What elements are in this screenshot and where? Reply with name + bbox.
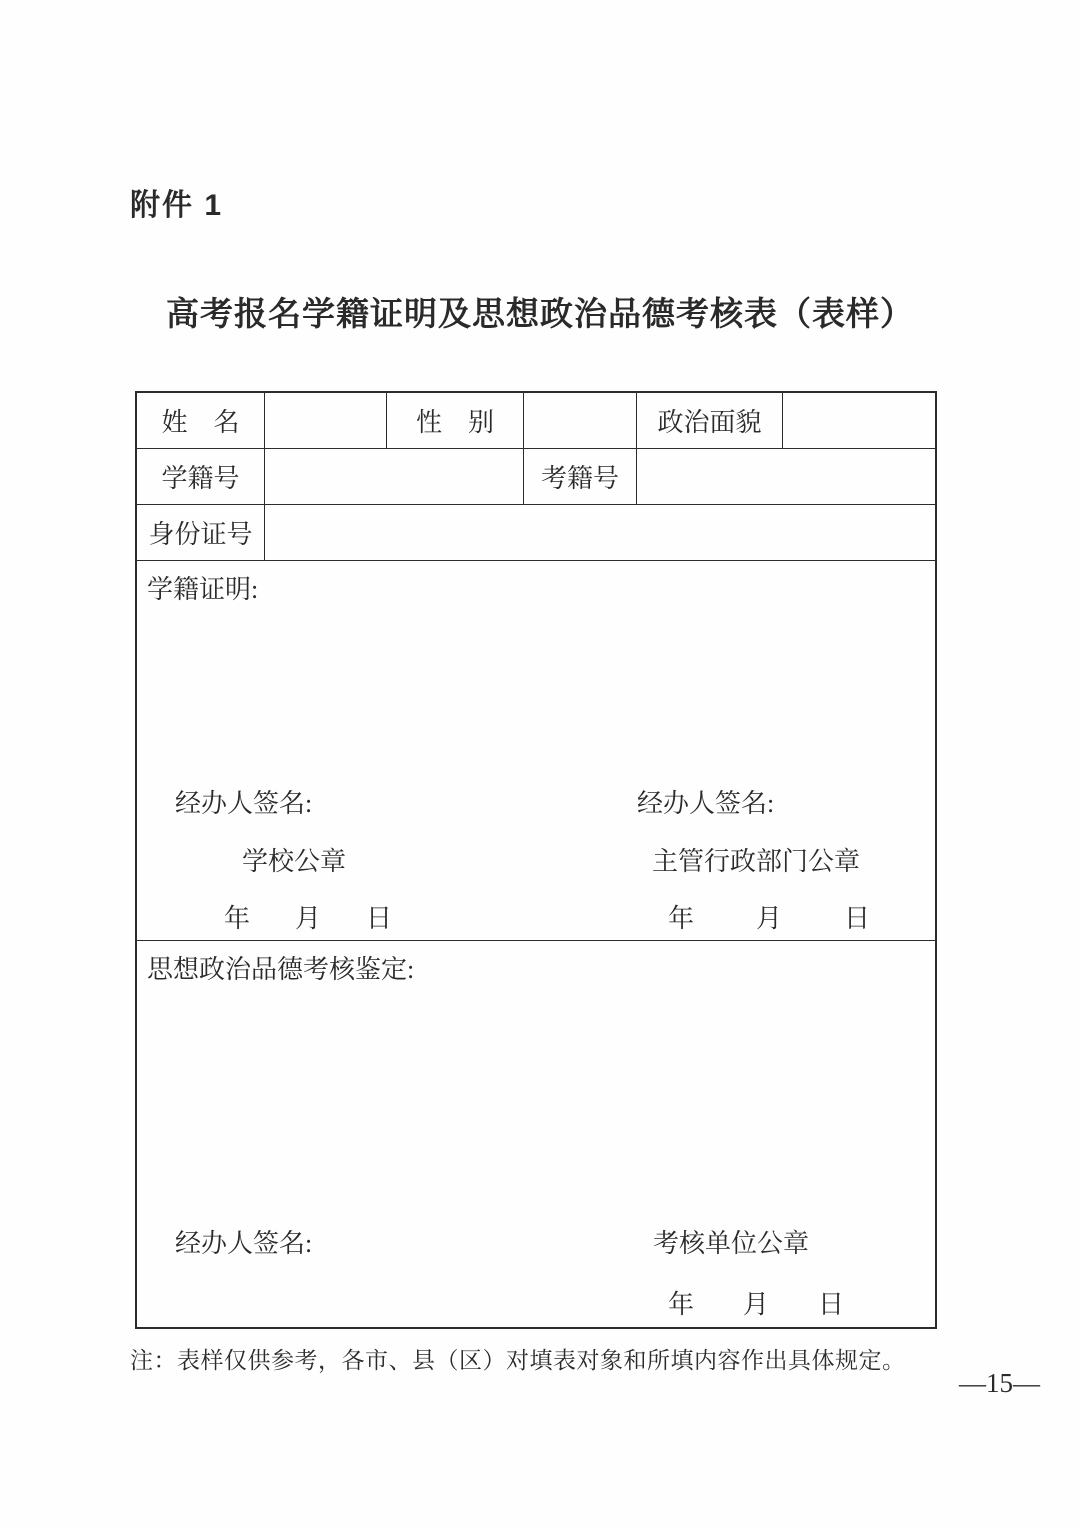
school-handler-signature-label: 经办人签名:: [175, 789, 313, 818]
student-registry-label-cell: 学籍号: [137, 449, 265, 504]
day-label: 日: [818, 1290, 845, 1319]
day-label: 日: [366, 904, 393, 933]
moral-assessment-section: [137, 941, 935, 1327]
table-row-id-card: [137, 505, 935, 561]
moral-section-title: 思想政治品德考核鉴定:: [147, 955, 415, 984]
table-row-registry-numbers: [137, 449, 935, 505]
assessment-handler-signature-label: 经办人签名:: [175, 1229, 313, 1258]
form-footnote: 注：表样仅供参考，各市、县（区）对填表对象和所填内容作出具体规定。: [130, 1348, 906, 1373]
gender-value-cell: [524, 393, 637, 448]
gender-label-cell: 性 别: [387, 393, 524, 448]
assessment-unit-seal-label: 考核单位公章: [653, 1229, 810, 1258]
assessment-date-line: [668, 1284, 844, 1321]
form-title: 高考报名学籍证明及思想政治品德考核表（表样）: [166, 297, 914, 333]
month-label: 月: [756, 904, 783, 933]
table-row-basic-info: [137, 393, 935, 449]
political-status-value-cell: [783, 393, 935, 448]
page-number: —15—: [959, 1368, 1040, 1398]
enrollment-certificate-section: [137, 561, 935, 941]
attachment-number-heading: 附件 1: [130, 189, 224, 222]
year-label: 年: [668, 904, 695, 933]
political-status-label-cell: 政治面貌: [637, 393, 783, 448]
exam-registry-value-cell: [637, 449, 935, 504]
department-seal-label: 主管行政部门公章: [652, 847, 861, 876]
exam-registry-label-cell: 考籍号: [524, 449, 637, 504]
year-label: 年: [668, 1290, 695, 1319]
name-label-cell: 姓 名: [137, 393, 265, 448]
school-seal-label: 学校公章: [242, 847, 347, 876]
month-label: 月: [295, 904, 322, 933]
department-date-line: [668, 898, 870, 935]
name-value-cell: [265, 393, 387, 448]
year-label: 年: [224, 904, 251, 933]
school-date-line: [224, 898, 392, 935]
department-handler-signature-label: 经办人签名:: [637, 789, 775, 818]
enrollment-section-title: 学籍证明:: [147, 575, 259, 604]
id-card-value-cell: [265, 505, 935, 560]
registration-form-table: [135, 391, 937, 1329]
month-label: 月: [743, 1290, 770, 1319]
id-card-label-cell: 身份证号: [137, 505, 265, 560]
day-label: 日: [844, 904, 871, 933]
student-registry-value-cell: [265, 449, 524, 504]
